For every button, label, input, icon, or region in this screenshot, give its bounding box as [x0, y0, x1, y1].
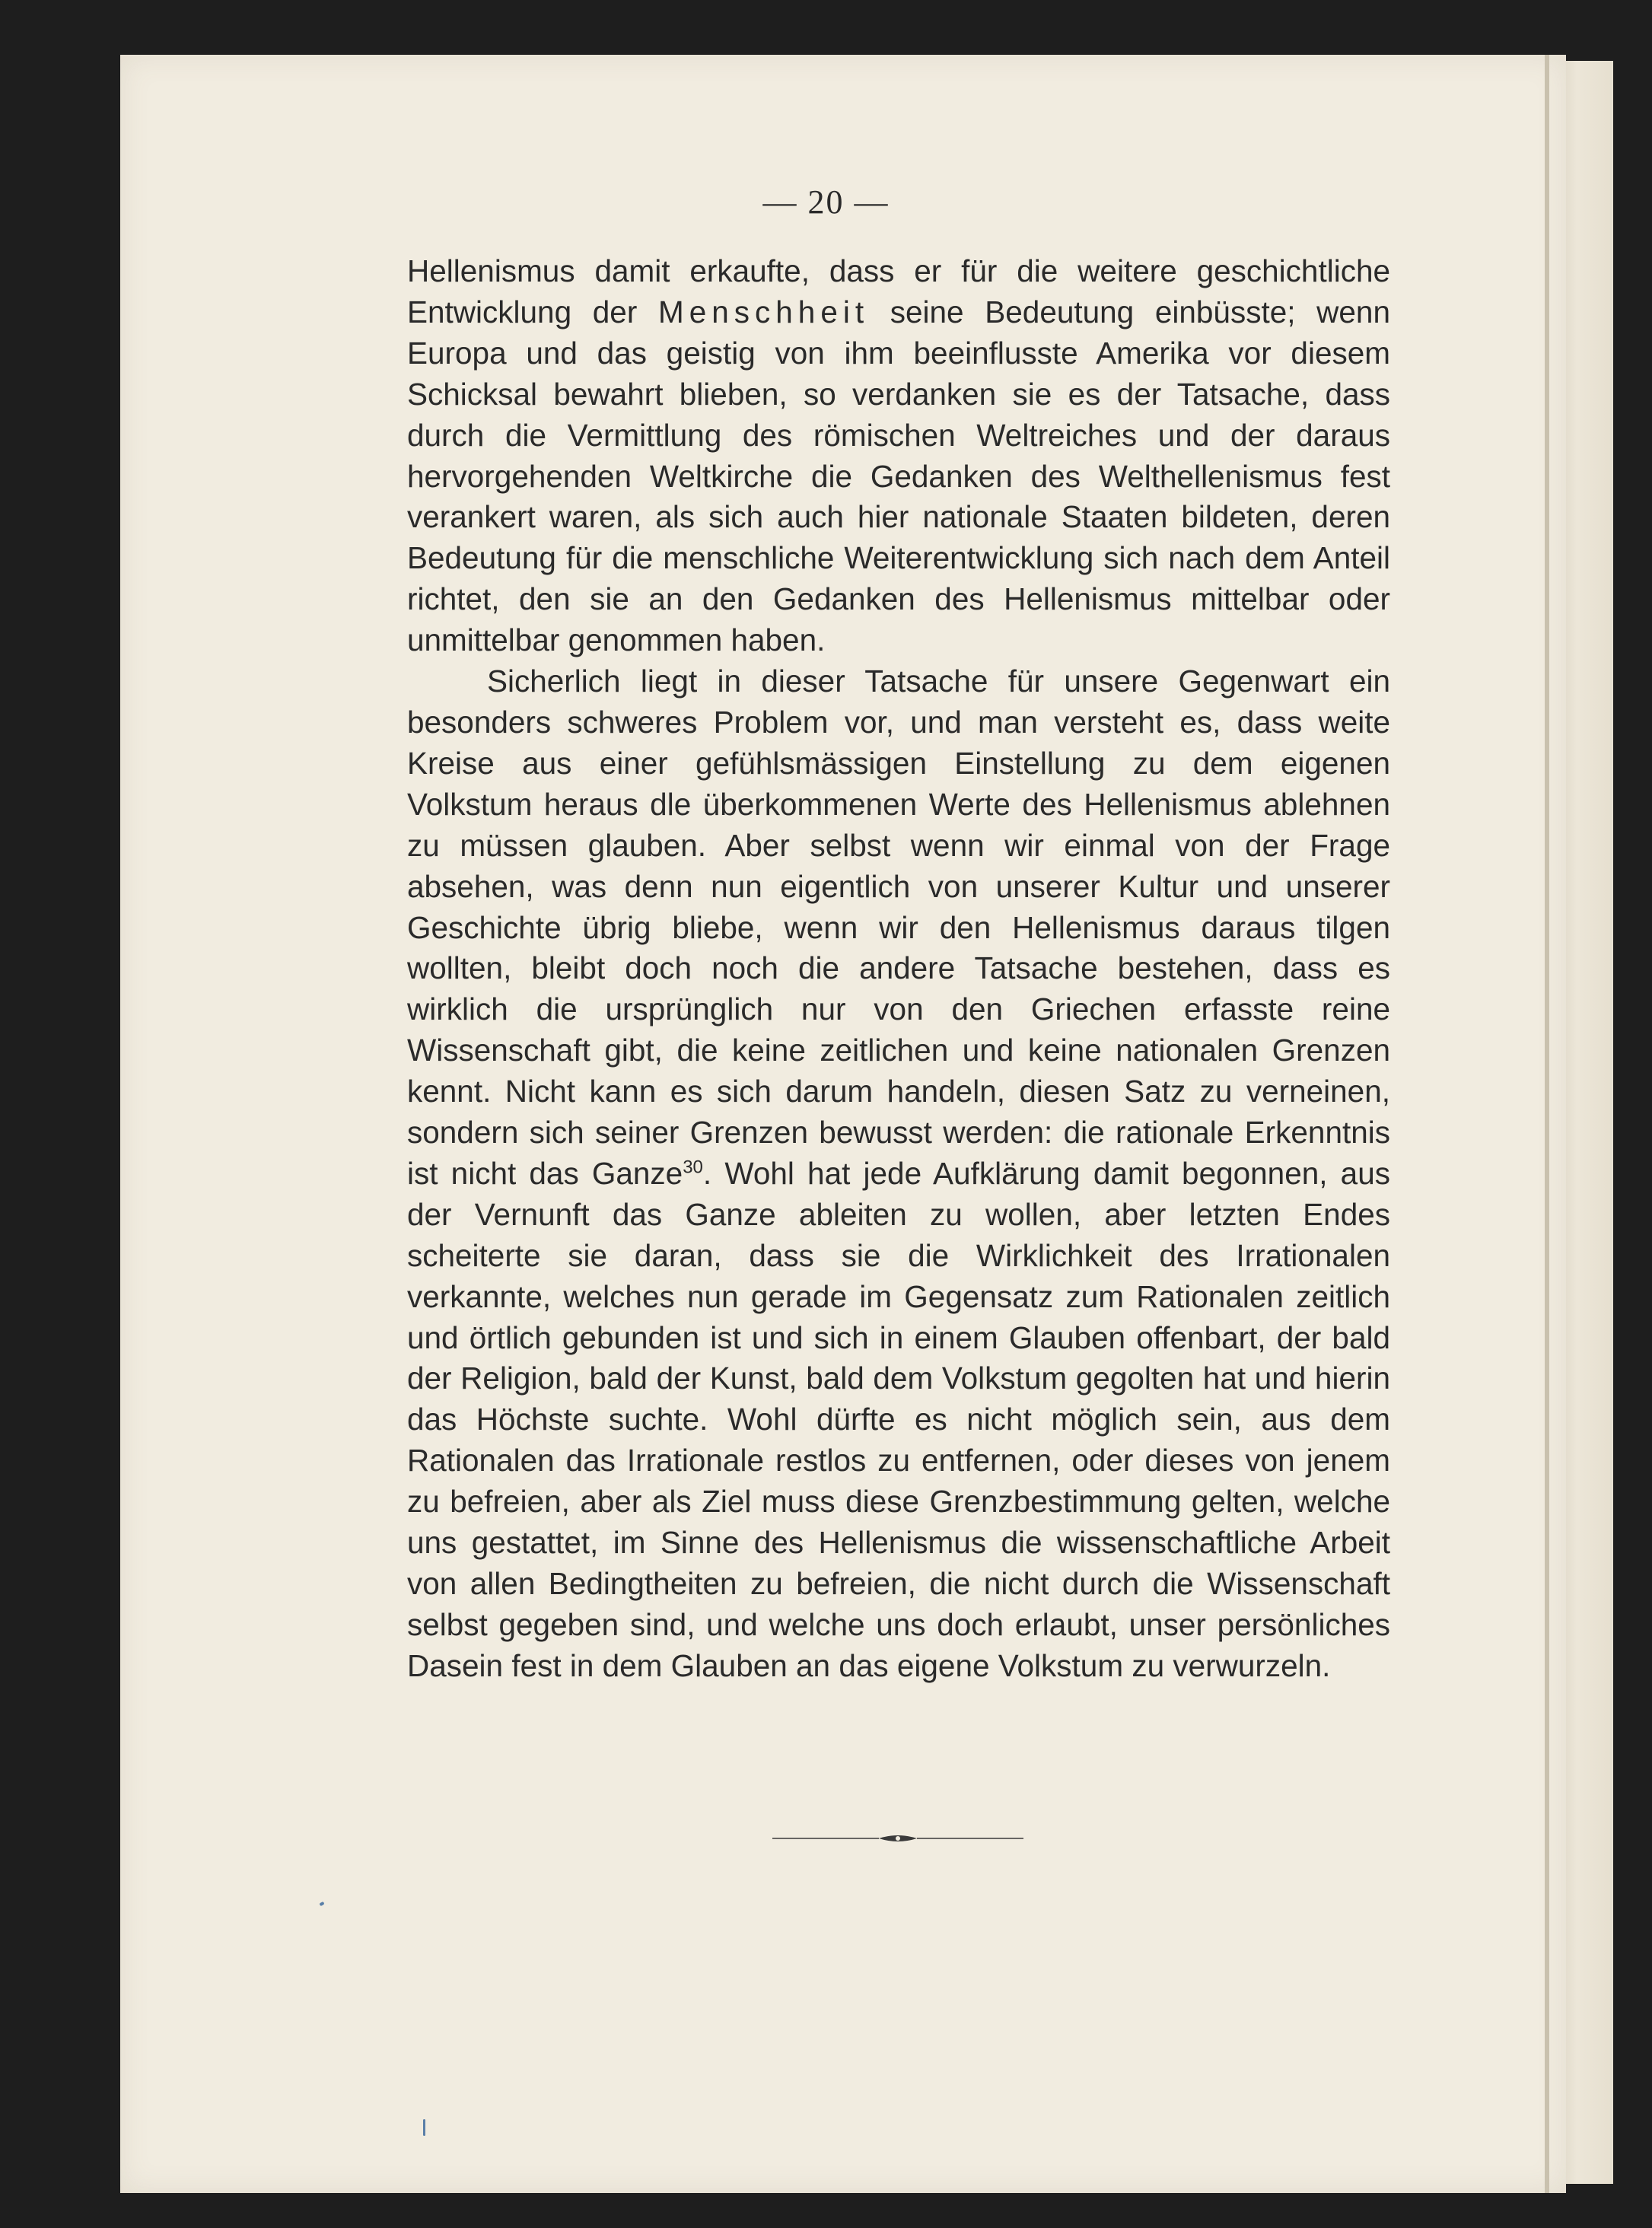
ink-speck: [423, 2119, 425, 2136]
paragraph-1-text-b: seine Bedeutung einbüsste; wenn Europa und das geistig von ihm beeinflusste Amerika vor diesem Schicksal bewahrt blieben, so verdanken sie es der Tatsache, dass durch die Vermittlung des römischen Weltreiches und der daraus hervorgehenden Weltkirche die Gedanken des Welthellenismus fest verankert waren, als sich auch hier nationale Staaten bildeten, deren Bedeutung für die menschliche Weiterentwicklung sich nach dem Anteil richtet, den sie an den Gedanken des Hellenismus mittelbar oder unmittelbar genommen haben.: [407, 294, 1390, 658]
page-gutter: [1545, 55, 1549, 2193]
page-number: — 20 —: [762, 183, 890, 221]
paragraph-1-text-a: Hellenismus damit erkaufte, dass er für die weitere geschichtliche Entwicklung der: [407, 253, 1390, 329]
body-text: [407, 251, 1390, 1687]
paragraph-2-text-a: Sicherlich liegt in dieser Tatsache für unsere Gegenwart ein besonders schweres Problem vor, und man versteht es, dass weite Kreise aus einer gefühlsmässigen Einstellung zu dem eigenen Volkstum heraus dle überkommenen Werte des Hellenismus ablehnen zu müssen glauben. Aber selbst wenn wir einmal von der Frage absehen, was denn nun eigentlich von unserer Kultur und unserer Geschichte übrig bliebe, wenn wir den Hellenismus daraus tilgen wollten, bleibt doch noch die andere Tatsache bestehen, dass es wirklich die ursprünglich nur von den Griechen erfasste reine Wissenschaft gibt, die keine zeitlichen und keine nationalen Grenzen kennt. Nicht kann es sich darum handeln, diesen Satz zu verneinen, sondern sich seiner Grenzen bewusst werden: die rationale Erkenntnis ist nicht das Ganze: [407, 664, 1390, 1191]
paragraph-2: [407, 661, 1390, 1687]
paragraph-2-text-b: . Wohl hat jede Aufklärung damit begonnen, aus der Vernunft das Ganze ableiten zu wollen, aber letzten Endes scheiterte sie daran, dass sie die Wirklichkeit des Irrationalen verkannte, welches nun gerade im Gegensatz zum Rationalen zeitlich und örtlich gebunden ist und sich in einem Glauben offenbart, der bald der Religion, bald der Kunst, bald dem Volkstum gegolten hat und hierin das Höchste suchte. Wohl dürfte es nicht möglich sein, aus dem Rationalen das Irrationale restlos zu entfernen, oder dieses von jenem zu befreien, aber als Ziel muss diese Grenzbestimmung gelten, welche uns gestattet, im Sinne des Hellenismus die wissenschaftliche Arbeit von allen Bedingtheiten zu befreien, die nicht durch die Wissenschaft selbst gegeben sind, und welche uns doch erlaubt, unser persönliches Dasein fest in dem Glauben an das eigene Volkstum zu verwurzeln.: [407, 1155, 1390, 1683]
ornamental-divider: [772, 1831, 1023, 1846]
footnote-marker: 30: [683, 1157, 703, 1178]
spaced-emphasis-word: Menschheit: [657, 294, 870, 329]
paragraph-1: [407, 251, 1390, 661]
